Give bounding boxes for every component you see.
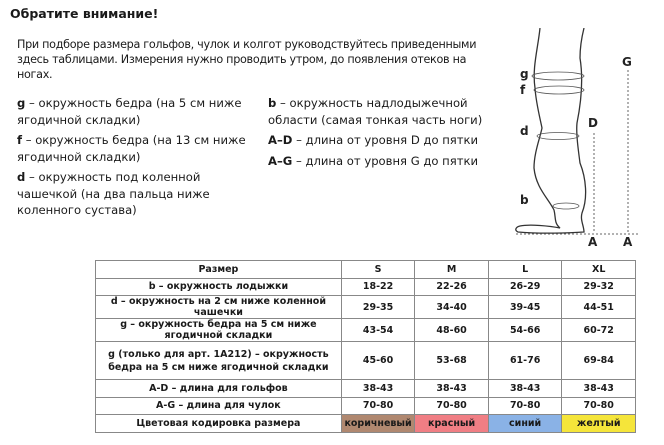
table-row: [96, 319, 636, 342]
legend-right: [268, 95, 498, 173]
header-s: S: [341, 261, 415, 279]
cell-m: 34-40: [415, 296, 489, 319]
legend-left: [17, 95, 249, 223]
cell-m: 53-68: [415, 342, 489, 380]
cell-l: 70-80: [488, 397, 562, 415]
table-row: [96, 380, 636, 398]
cell-l: 54-66: [488, 319, 562, 342]
legend-item-ad: A–D – длина от уровня D до пятки: [268, 133, 479, 147]
row-label: g – окружность бедра на 5 см ниже ягодичной складки: [96, 319, 342, 342]
intro-text: При подборе размера гольфов, чулок и колгот руководствуйтесь приведенными здесь таблицами. Измерения нужно проводить утром, до появления отеков на ногах.: [17, 38, 477, 81]
color-cell-s: коричневый: [341, 415, 415, 433]
color-row: [96, 415, 636, 433]
label-D: D: [588, 116, 598, 130]
legend-item-ag: A–G – длина от уровня G до пятки: [268, 153, 479, 168]
header-xl: XL: [562, 261, 636, 279]
cell-l: 38-43: [488, 380, 562, 398]
cell-s: 29-35: [341, 296, 415, 319]
cell-xl: 60-72: [562, 319, 636, 342]
legend-item-d: d – окружность под коленной чашечкой (на два пальца ниже коленного сустава): [17, 170, 210, 217]
leg-diagram: [500, 28, 660, 253]
cell-l: 26-29: [488, 278, 562, 296]
cell-m: 22-26: [415, 278, 489, 296]
row-label: A-D – длина для гольфов: [96, 380, 342, 398]
cell-m: 70-80: [415, 397, 489, 415]
row-label: d – окружность на 2 см ниже коленной чашечки: [96, 296, 342, 319]
table-row: [96, 342, 636, 380]
label-d: d: [520, 124, 529, 138]
cell-xl: 70-80: [562, 397, 636, 415]
label-A1: A: [588, 235, 598, 249]
cell-m: 38-43: [415, 380, 489, 398]
header-l: L: [488, 261, 562, 279]
header-size: Размер: [96, 261, 342, 279]
cell-s: 18-22: [341, 278, 415, 296]
label-b: b: [520, 193, 529, 207]
color-cell-l: синий: [488, 415, 562, 433]
measure-b-ring: [553, 203, 579, 209]
row-label: Цветовая кодировка размера: [96, 415, 342, 433]
row-label: A-G – длина для чулок: [96, 397, 342, 415]
row-label: b – окружность лодыжки: [96, 278, 342, 296]
legend-item-g: g – окружность бедра (на 5 см ниже ягодичной складки): [17, 96, 242, 127]
cell-m: 48-60: [415, 319, 489, 342]
cell-l: 39-45: [488, 296, 562, 319]
size-table: [95, 260, 636, 433]
cell-xl: 69-84: [562, 342, 636, 380]
page-title: Обратите внимание!: [10, 6, 159, 21]
row-label: g (только для арт. 1А212) – окружность бедра на 5 см ниже ягодичной складки: [96, 342, 342, 380]
color-cell-xl: желтый: [562, 415, 636, 433]
legend-item-b: b – окружность надлодыжечной области (самая тонкая часть ноги): [268, 96, 483, 127]
label-g: g: [520, 67, 529, 81]
cell-xl: 29-32: [562, 278, 636, 296]
cell-s: 38-43: [341, 380, 415, 398]
table-row: [96, 296, 636, 319]
cell-s: 43-54: [341, 319, 415, 342]
label-G: G: [622, 55, 632, 69]
cell-xl: 38-43: [562, 380, 636, 398]
table-row: [96, 278, 636, 296]
measure-f-ring: [534, 86, 584, 94]
cell-l: 61-76: [488, 342, 562, 380]
header-m: M: [415, 261, 489, 279]
measure-g-ring: [532, 72, 584, 80]
legend-item-f: f – окружность бедра (на 13 см ниже ягодичной складки): [17, 133, 246, 164]
label-f: f: [520, 83, 526, 97]
table-row: [96, 397, 636, 415]
measure-d-ring: [537, 133, 579, 140]
table-header-row: [96, 261, 636, 279]
cell-s: 45-60: [341, 342, 415, 380]
color-cell-m: красный: [415, 415, 489, 433]
label-A2: A: [623, 235, 633, 249]
cell-s: 70-80: [341, 397, 415, 415]
cell-xl: 44-51: [562, 296, 636, 319]
